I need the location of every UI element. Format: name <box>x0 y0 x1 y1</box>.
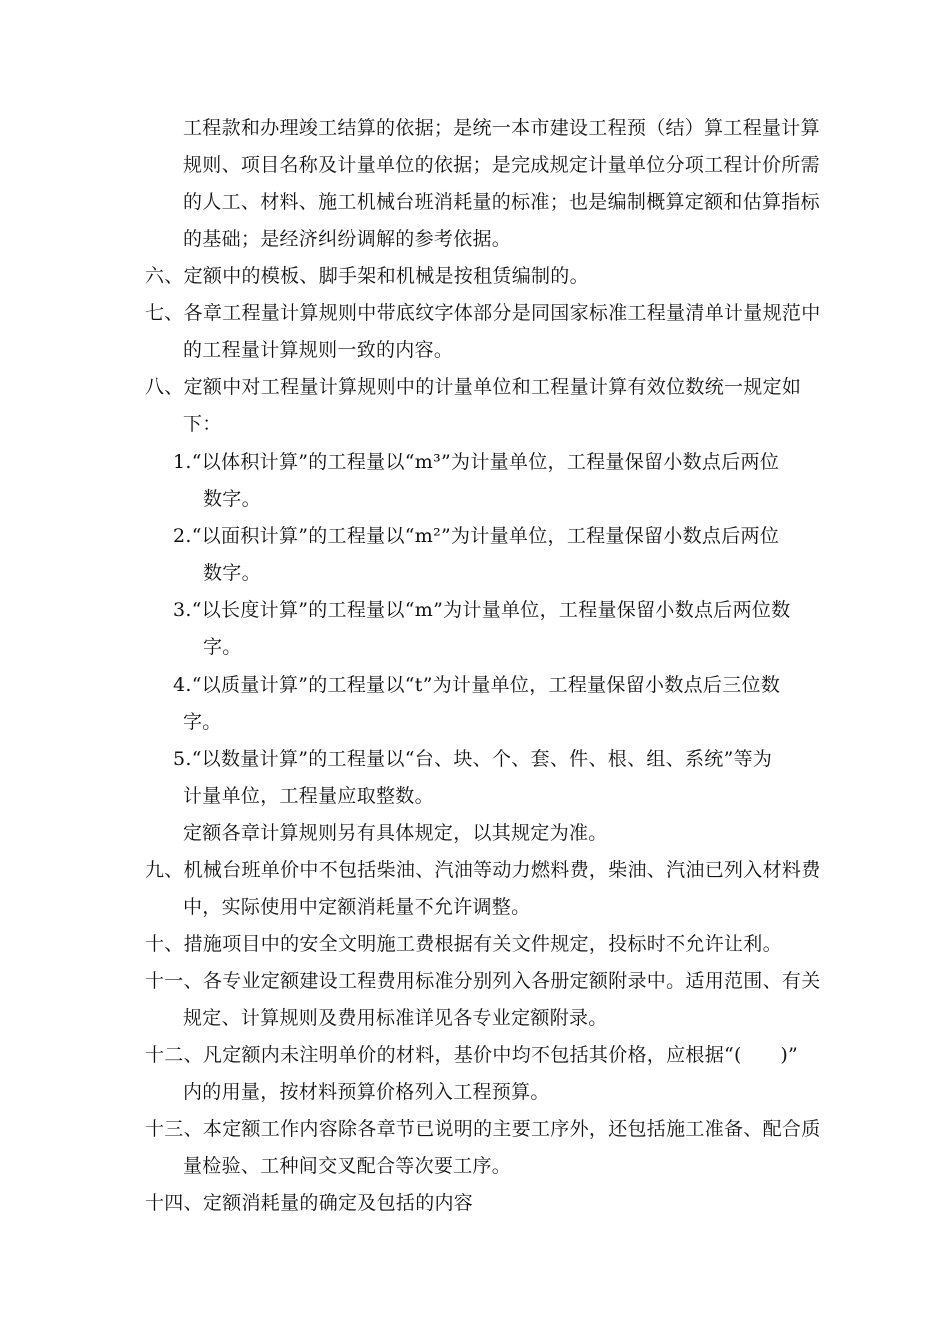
list-item-5: 5.“以数量计算”的工程量以“台、块、个、套、件、根、组、系统”等为 <box>173 748 773 770</box>
section-heading-10: 十、措施项目中的安全文明施工费根据有关文件规定，投标时不允许让利。 <box>145 933 782 955</box>
section-heading-11: 十一、各专业定额建设工程费用标准分别列入各册定额附录中。适用范围、有关 <box>145 970 821 992</box>
text-line: 中，实际使用中定额消耗量不允许调整。 <box>183 896 531 918</box>
section-heading-14: 十四、定额消耗量的确定及包括的内容 <box>145 1192 474 1214</box>
text-line: 量检验、工种间交叉配合等次要工序。 <box>183 1155 512 1177</box>
text-line: 的工程量计算规则一致的内容。 <box>183 339 454 361</box>
text-line: 定额各章计算规则另有具体规定，以其规定为准。 <box>183 822 608 844</box>
section-heading-8: 八、定额中对工程量计算规则中的计量单位和工程量计算有效位数统一规定如 <box>145 376 802 398</box>
text-line: 字。 <box>203 636 242 658</box>
text-line: 内的用量，按材料预算价格列入工程预算。 <box>183 1081 550 1103</box>
text-line: 字。 <box>183 711 222 733</box>
section-heading-6: 六、定额中的模板、脚手架和机械是按租赁编制的。 <box>145 265 589 287</box>
text-line: 计量单位，工程量应取整数。 <box>183 785 434 807</box>
text-line: 的人工、材料、施工机械台班消耗量的标准；也是编制概算定额和估算指标 <box>183 191 820 213</box>
text-line: 的基础；是经济纠纷调解的参考依据。 <box>183 228 512 250</box>
text-line: 工程款和办理竣工结算的依据；是统一本市建设工程预（结）算工程量计算 <box>183 117 820 139</box>
text-line: 下： <box>183 413 222 435</box>
section-heading-12: 十二、凡定额内未注明单价的材料，基价中均不包括其价格，应根据“( )” <box>145 1044 799 1066</box>
text-line: 规则、项目名称及计量单位的依据；是完成规定计量单位分项工程计价所需 <box>183 154 820 176</box>
section-heading-13: 十三、本定额工作内容除各章节已说明的主要工序外，还包括施工准备、配合质 <box>145 1118 821 1140</box>
text-line: 数字。 <box>203 488 261 510</box>
section-heading-9: 九、机械台班单价中不包括柴油、汽油等动力燃料费，柴油、汽油已列入材料费 <box>145 859 821 881</box>
text-line: 数字。 <box>203 562 261 584</box>
list-item-1: 1.“以体积计算”的工程量以“m³”为计量单位，工程量保留小数点后两位 <box>173 451 780 473</box>
list-item-4: 4.“以质量计算”的工程量以“t”为计量单位，工程量保留小数点后三位数 <box>173 674 781 696</box>
section-heading-7: 七、各章工程量计算规则中带底纹字体部分是同国家标准工程量清单计量规范中 <box>145 302 821 324</box>
text-line: 规定、计算规则及费用标准详见各专业定额附录。 <box>183 1007 608 1029</box>
list-item-3: 3.“以长度计算”的工程量以“m”为计量单位，工程量保留小数点后两位数 <box>173 599 791 621</box>
list-item-2: 2.“以面积计算”的工程量以“m²”为计量单位，工程量保留小数点后两位 <box>173 525 780 547</box>
